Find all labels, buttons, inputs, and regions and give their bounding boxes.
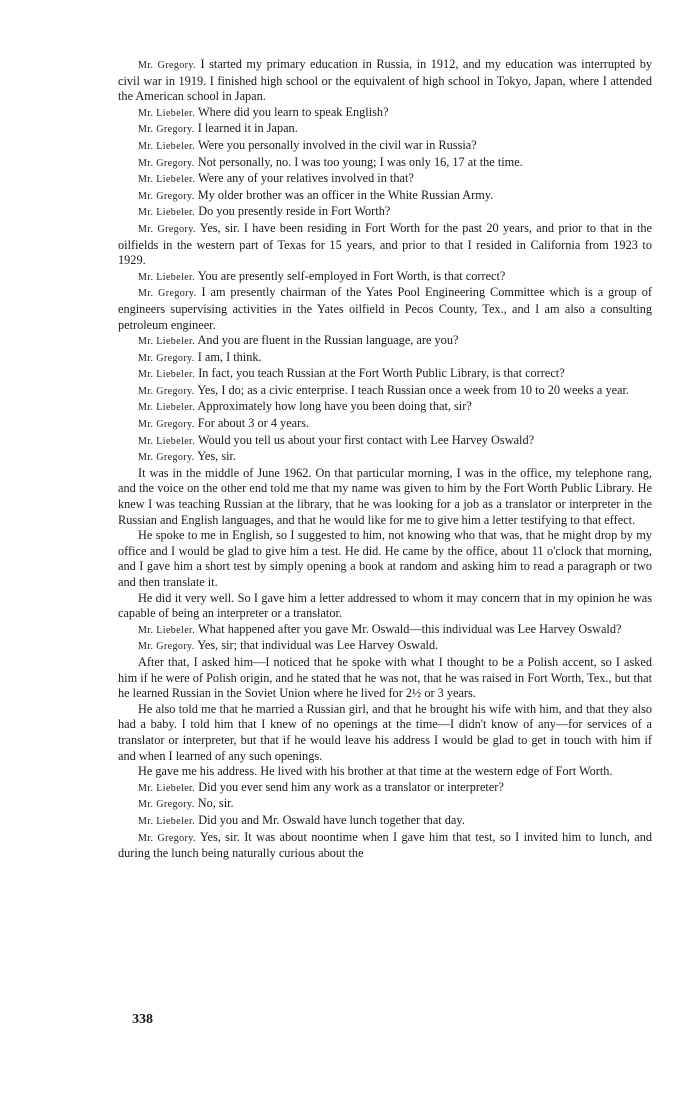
speaker-label: Mr. Liebeler. <box>138 435 196 447</box>
paragraph-text: I am presently chairman of the Yates Pool Engineering Committee which is a group of engineers supervising activities in the Yates oilfield in Pecos County, Tex., and I am also a consulting petroleum engineer. <box>118 285 652 332</box>
paragraph <box>118 638 652 655</box>
paragraph-text: Yes, sir; that individual was Lee Harvey Oswald. <box>194 638 439 653</box>
paragraph <box>118 121 652 138</box>
speaker-label: Mr. Gregory. <box>138 799 195 811</box>
speaker-label: Mr. Liebeler. <box>138 815 196 827</box>
paragraph-text: Approximately how long have you been doing that, sir? <box>195 399 472 414</box>
speaker-label: Mr. Liebeler. <box>138 624 196 636</box>
testimony-text <box>118 57 652 862</box>
paragraph-text: Yes, sir. It was about noontime when I gave him that test, so I invited him to lunch, and during the lunch being naturally curious about the <box>118 829 652 861</box>
paragraph <box>118 333 652 350</box>
speaker-label: Mr. Liebeler. <box>138 271 196 283</box>
speaker-label: Mr. Liebeler. <box>138 336 196 348</box>
speaker-label: Mr. Gregory. <box>138 419 195 431</box>
paragraph <box>118 796 652 813</box>
paragraph <box>118 285 652 333</box>
paragraph <box>118 57 652 105</box>
speaker-label: Mr. Liebeler. <box>138 402 196 414</box>
paragraph <box>118 702 652 764</box>
paragraph-text: He did it very well. So I gave him a letter addressed to whom it may concern that in my opinion he was capable of being an interpreter or a translator. <box>118 590 652 621</box>
paragraph <box>118 466 652 528</box>
speaker-label: Mr. Liebeler. <box>138 782 196 794</box>
paragraph <box>118 138 652 155</box>
paragraph-text: Did you and Mr. Oswald have lunch together that day. <box>195 812 465 827</box>
paragraph-text: Did you ever send him any work as a translator or interpreter? <box>195 779 504 794</box>
speaker-label: Mr. Liebeler. <box>138 174 196 186</box>
page-number: 338 <box>132 1012 153 1027</box>
paragraph-text: My older brother was an officer in the White Russian Army. <box>194 187 494 202</box>
paragraph-text: And you are fluent in the Russian language, are you? <box>195 333 459 348</box>
speaker-label: Mr. Gregory. <box>138 641 195 653</box>
paragraph <box>118 591 652 622</box>
paragraph <box>118 622 652 639</box>
speaker-label: Mr. Liebeler. <box>138 207 196 219</box>
paragraph-text: Do you presently reside in Fort Worth? <box>195 204 391 219</box>
paragraph-text: He spoke to me in English, so I suggested to him, not knowing who that was, that he might drop by my office and I would be glad to give him a test. He did. He came by the office, about 11 o'clock that morning, and I gave him a short test by simply opening a book at random and asking him to read a paragraph or two and then translate it. <box>118 528 652 589</box>
paragraph <box>118 155 652 172</box>
speaker-label: Mr. Gregory. <box>138 223 196 235</box>
paragraph <box>118 764 652 780</box>
paragraph <box>118 830 652 862</box>
speaker-label: Mr. Gregory. <box>138 352 195 364</box>
speaker-label: Mr. Gregory. <box>138 60 197 71</box>
paragraph-text: He also told me that he married a Russian girl, and that he brought his wife with him, and that they also had a baby. I told him that I knew of no openings at the time—I didn't know of any—for services of a translator or interpreter, but that if he would leave his address I would be glad to get in touch with him if and when I learned of any such openings. <box>118 701 652 763</box>
paragraph-text: Were any of your relatives involved in that? <box>195 171 414 186</box>
paragraph-text: Yes, sir. I have been residing in Fort Worth for the past 20 years, and prior to that in the oilfields in the western part of Texas for 15 years, and prior to that I resided in California from 1923 to 1929. <box>118 220 652 268</box>
paragraph-text: Where did you learn to speak English? <box>195 104 389 119</box>
paragraph-text: I learned it in Japan. <box>194 121 298 136</box>
paragraph-text: In fact, you teach Russian at the Fort Worth Public Library, is that correct? <box>195 366 565 381</box>
speaker-label: Mr. Gregory. <box>138 832 196 844</box>
paragraph-text: I started my primary education in Russia, in 1912, and my education was interrupted by civil war in 1919. I finished high school or the equivalent of high school in Tokyo, Japan, where I attended the American school in Japan. <box>118 57 652 104</box>
paragraph-text: Were you personally involved in the civil war in Russia? <box>195 137 477 152</box>
paragraph-text: Yes, sir. <box>194 449 237 464</box>
speaker-label: Mr. Gregory. <box>138 385 195 397</box>
speaker-label: Mr. Gregory. <box>138 452 195 464</box>
paragraph <box>118 350 652 367</box>
paragraph-text: He gave me his address. He lived with his brother at that time at the western edge of Fort Worth. <box>138 764 613 779</box>
paragraph <box>118 528 652 590</box>
paragraph <box>118 221 652 269</box>
paragraph-text: Would you tell us about your first contact with Lee Harvey Oswald? <box>195 432 535 447</box>
paragraph <box>118 416 652 433</box>
speaker-label: Mr. Gregory. <box>138 124 195 136</box>
paragraph <box>118 204 652 221</box>
paragraph <box>118 655 652 702</box>
paragraph-text: You are presently self-employed in Fort Worth, is that correct? <box>195 268 506 283</box>
speaker-label: Mr. Gregory. <box>138 288 197 300</box>
paragraph <box>118 813 652 830</box>
paragraph-text: After that, I asked him—I noticed that he spoke with what I thought to be a Polish accent, so I asked him if he were of Polish origin, and he stated that he was not, that he was raised in Fort Worth, Tex., but that he learned Russian in the Soviet Union where he lived for 2½ or 3 years. <box>118 654 652 701</box>
paragraph <box>118 383 652 400</box>
paragraph-text: What happened after you gave Mr. Oswald—this individual was Lee Harvey Oswald? <box>195 621 622 636</box>
paragraph-text: Yes, I do; as a civic enterprise. I teach Russian once a week from 10 to 20 weeks a year. <box>194 382 630 397</box>
paragraph-text: I am, I think. <box>194 349 262 364</box>
paragraph <box>118 780 652 797</box>
speaker-label: Mr. Liebeler. <box>138 369 196 381</box>
paragraph <box>118 433 652 450</box>
speaker-label: Mr. Liebeler. <box>138 140 196 152</box>
speaker-label: Mr. Gregory. <box>138 157 195 169</box>
paragraph-text: No, sir. <box>194 796 234 811</box>
paragraph <box>118 449 652 466</box>
paragraph-text: Not personally, no. I was too young; I was only 16, 17 at the time. <box>194 154 523 169</box>
paragraph-text: For about 3 or 4 years. <box>194 416 310 431</box>
paragraph <box>118 105 652 122</box>
paragraph <box>118 171 652 188</box>
paragraph <box>118 366 652 383</box>
paragraph <box>118 399 652 416</box>
speaker-label: Mr. Liebeler. <box>138 107 196 119</box>
speaker-label: Mr. Gregory. <box>138 190 195 202</box>
paragraph-text: It was in the middle of June 1962. On that particular morning, I was in the office, my telephone rang, and the voice on the other end told me that my name was given to him by the Fort Worth Public Library. He knew I was teaching Russian at the library, that he was looking for a job as a translator or interpreter in the Russian and English languages, and that he would like for me to give him a letter testifying to that effect. <box>118 465 652 527</box>
paragraph <box>118 269 652 286</box>
paragraph <box>118 188 652 205</box>
